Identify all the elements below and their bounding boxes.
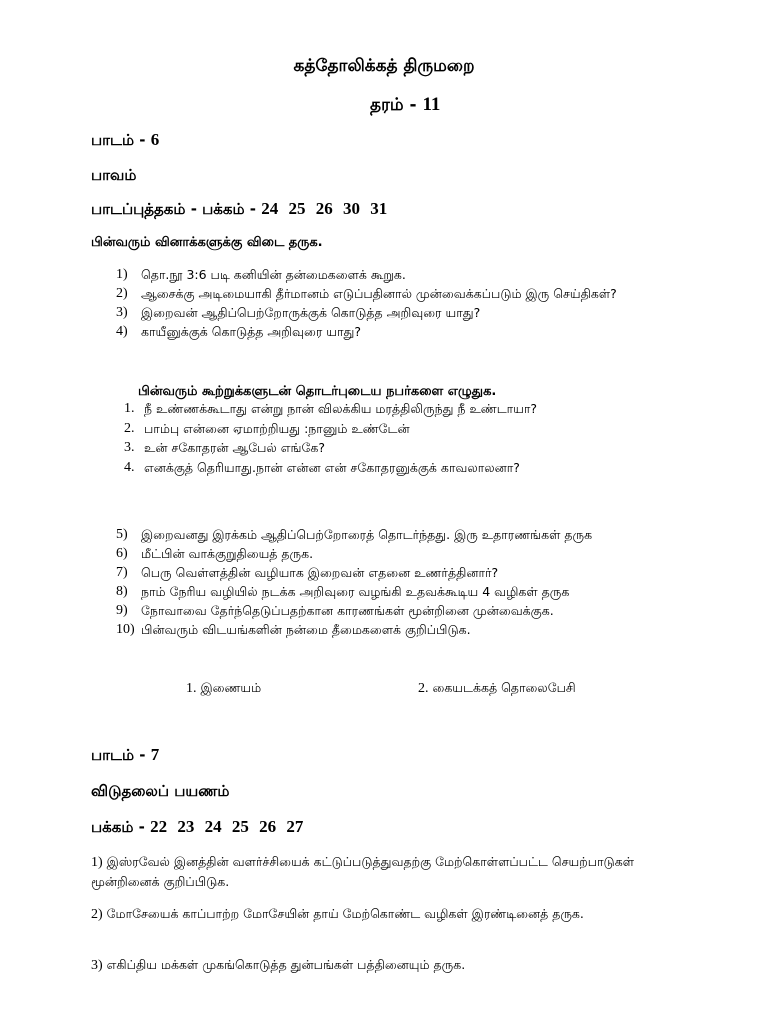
grade-number: 11 <box>422 94 441 115</box>
lesson6-heading-label: பாடம் - <box>91 131 146 149</box>
question-number: 5) <box>116 527 128 542</box>
grade-label: தரம் - <box>370 95 417 115</box>
lesson7-question <box>91 904 701 924</box>
topic-item-2 <box>418 680 576 697</box>
lesson7-question <box>91 852 701 891</box>
question-text: எகிப்திய மக்கள் முகங்கொடுத்த துன்பங்கள் பத்தினையும் தருக. <box>106 957 466 972</box>
lesson7-heading-number: 7 <box>150 745 160 764</box>
question-text: இறைவன் ஆதிப்பெற்றோருக்குக் கொடுத்த அறிவுரை யாது? <box>141 305 481 320</box>
lesson6-questions-b <box>116 525 706 639</box>
lesson7-heading-label: பாடம் - <box>91 746 146 764</box>
grade-heading <box>370 94 440 117</box>
question-item <box>116 601 706 620</box>
question-text: இறைவனது இரக்கம் ஆதிப்பெற்றோரைத் தொடர்ந்தது. இரு உதாரணங்கள் தருக <box>141 527 593 542</box>
subsection-number: 1. <box>124 401 135 416</box>
topic-text: இணையம் <box>200 680 262 695</box>
question-item <box>116 582 706 601</box>
subsection-title: பின்வரும் கூற்றுக்களுடன் தொடர்புடைய நபர்களை எழுதுக. <box>138 384 497 399</box>
question-item <box>116 620 706 639</box>
question-number: 4) <box>116 324 128 339</box>
question-text: பெரு வெள்ளத்தின் வழியாக இறைவன் எதனை உணர்த்தினார்? <box>141 565 499 580</box>
question-number: 9) <box>116 603 128 618</box>
lesson7-topic: விடுதலைப் பயணம் <box>91 782 230 800</box>
question-item <box>116 322 706 341</box>
subsection-number: 3. <box>124 440 135 455</box>
question-number: 8) <box>116 584 128 599</box>
subsection-number: 2. <box>124 420 135 436</box>
subsection-list <box>124 399 537 477</box>
subsection-text: எனக்குத் தெரியாது.நான் என்ன என் சகோதரனுக்குக் காவலாலனா? <box>144 459 520 475</box>
lesson7-question <box>91 955 701 975</box>
question-number: 1) <box>116 267 128 282</box>
lesson6-pages <box>91 199 387 220</box>
question-item <box>116 303 706 322</box>
subsection-item <box>124 458 537 478</box>
subsection-text: நீ உண்ணக்கூடாது என்று நான் விலக்கிய மரத்திலிருந்து நீ உண்டாயா? <box>144 401 538 416</box>
question-number: 6) <box>116 546 128 561</box>
question-text: மீட்பின் வாக்குறுதியைத் தருக. <box>141 546 314 561</box>
question-item <box>116 284 706 303</box>
lesson6-heading-number: 6 <box>150 130 160 149</box>
question-text: நோவாவை தேர்ந்தெடுப்பதற்கான காரணங்கள் மூன்றினை முன்வைக்குக. <box>141 603 554 618</box>
topic-number: 2. <box>418 681 429 696</box>
document-title: கத்தோலிக்கத் திருமறை <box>293 56 475 76</box>
question-number: 3) <box>116 305 128 320</box>
topic-item-1 <box>186 680 261 697</box>
question-item <box>116 525 706 544</box>
question-text: காயீனுக்குக் கொடுத்த அறிவுரை யாது? <box>141 324 362 339</box>
lesson7-pages-list: 22 23 24 25 26 27 <box>150 817 304 836</box>
lesson6-heading <box>91 130 159 151</box>
subsection-item <box>124 438 537 458</box>
question-text: இஸ்ரவேல் இனத்தின் வளர்ச்சியைக் கட்டுப்படுத்துவதற்கு மேற்கொள்ளப்பட்ட செயற்பாடுகள் மூன்றினைக் குறிப்பிடுக. <box>91 854 634 889</box>
question-item <box>116 544 706 563</box>
lesson7-heading <box>91 745 159 766</box>
topic-number: 1. <box>186 681 197 696</box>
subsection-item <box>124 419 537 439</box>
lesson6-pages-label: பாடப்புத்தகம் - பக்கம் - <box>91 200 257 218</box>
question-number: 2) <box>116 286 128 301</box>
subsection-text: பாம்பு என்னை ஏமாற்றியது :நானும் உண்டேன் <box>144 420 410 436</box>
question-item <box>116 265 706 284</box>
topic-text: கையடக்கத் தொலைபேசி <box>432 680 576 695</box>
lesson6-instruction: பின்வரும் வினாக்களுக்கு விடை தருக. <box>91 235 323 250</box>
question-number: 7) <box>116 565 128 580</box>
question-text: மோசேயைக் காப்பாற்ற மோசேயின் தாய் மேற்கொண்ட வழிகள் இரண்டினைத் தருக. <box>106 906 584 921</box>
lesson7-pages <box>91 817 303 838</box>
question-text: நாம் நேரிய வழியில் நடக்க அறிவுரை வழங்கி உதவக்கூடிய 4 வழிகள் தருக <box>141 584 570 599</box>
lesson6-topic: பாவம் <box>91 166 137 184</box>
question-number: 10) <box>116 622 135 637</box>
lesson6-pages-list: 24 25 26 30 31 <box>261 199 388 218</box>
question-text: தொ.நூ 3:6 படி கனியின் தன்மைகளைக் கூறுக. <box>141 267 406 282</box>
lesson7-pages-label: பக்கம் - <box>91 818 145 836</box>
subsection-text: உன் சகோதரன் ஆபேல் எங்கே? <box>144 440 325 455</box>
question-text: ஆசைக்கு அடிமையாகி தீர்மானம் எடுப்பதினால் முன்வைக்கப்படும் இரு செய்திகள்? <box>141 286 617 301</box>
subsection-number: 4. <box>124 459 135 475</box>
question-number: 1) <box>91 855 103 870</box>
question-item <box>116 563 706 582</box>
subsection-item <box>124 399 537 419</box>
question-number: 3) <box>91 958 103 973</box>
question-text: பின்வரும் விடயங்களின் நன்மை தீமைகளைக் குறிப்பிடுக. <box>141 622 471 637</box>
lesson6-questions-a <box>116 265 706 341</box>
question-number: 2) <box>91 907 103 922</box>
